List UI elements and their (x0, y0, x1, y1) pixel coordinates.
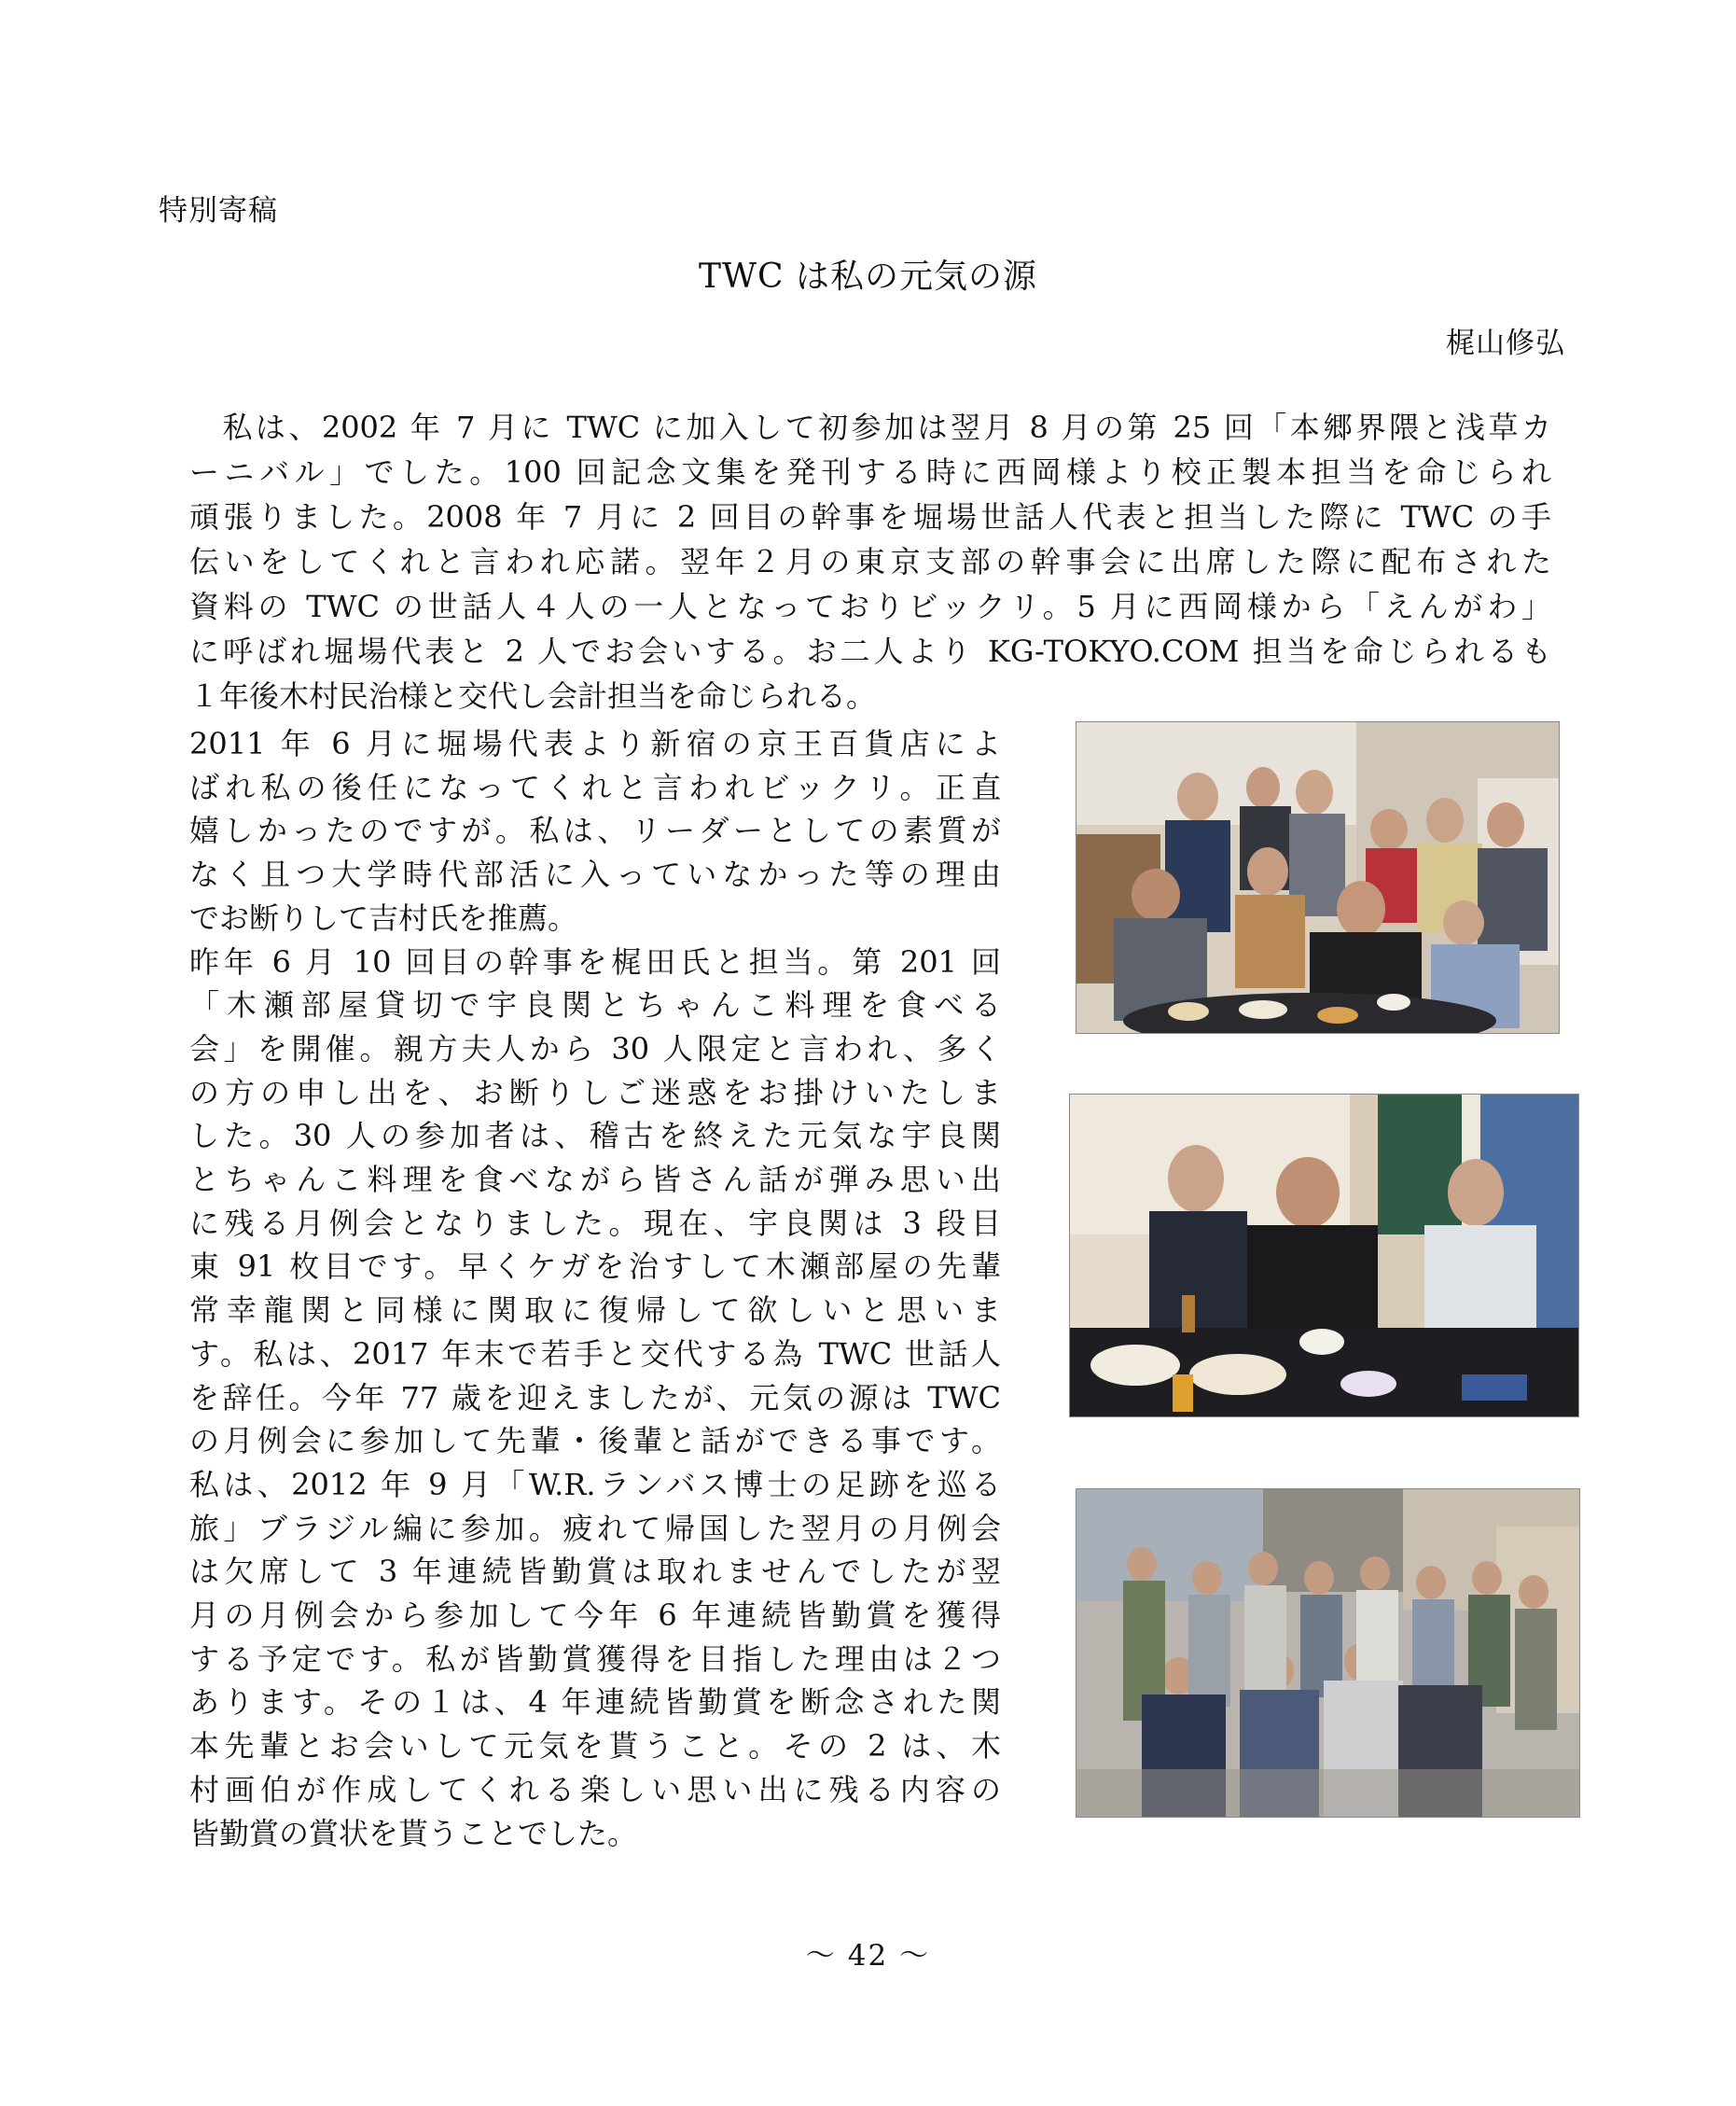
body-line: 嬉しかったのですが。私は、リーダーとしての素質が (189, 813, 1001, 849)
group-photo-3 (1076, 1488, 1580, 1818)
intro-line: 伝いをしてくれと言われ応諾。翌年２月の東京支部の幹事会に出席した際に配布された (189, 544, 1551, 579)
group-photo-1 (1076, 721, 1560, 1034)
section-label: 特別寄稿 (159, 194, 278, 228)
body-line: 東 91 枚目です。早くケガを治すして木瀬部屋の先輩 (189, 1248, 1001, 1285)
intro-line: に呼ばれ堀場代表と 2 人でお会いする。お二人より KG-TOKYO.COM 担当を命じられるも (189, 634, 1551, 669)
body-line: を辞任。今年 77 歳を迎えましたが、元気の源は TWC (189, 1379, 1001, 1416)
intro-line: 頑張りました。2008 年 7 月に 2 回目の幹事を堀場世話人代表と担当した際に TWC の手 (189, 499, 1551, 535)
body-line: の月例会に参加して先輩・後輩と話ができる事です。 (189, 1423, 1001, 1459)
intro-line: １年後木村民治様と交代し会計担当を命じられる。 (189, 678, 877, 714)
body-line: 「木瀬部屋貸切で宇良関とちゃんこ料理を食べる (189, 987, 1001, 1024)
body-line: なく且つ大学時代部活に入っていなかった等の理由 (189, 857, 1001, 893)
intro-line: 私は、2002 年 7 月に TWC に加入して初参加は翌月 8 月の第 25 回「本郷界隈と浅草カ (189, 410, 1551, 445)
body-line: 常幸龍関と同様に関取に復帰して欲しいと思いま (189, 1292, 1001, 1329)
body-line: する予定です。私が皆勤賞獲得を目指した理由は２つ (189, 1640, 1001, 1677)
intro-paragraph (189, 405, 1551, 718)
body-line: に残る月例会となりました。現在、宇良関は 3 段目 (189, 1205, 1001, 1241)
group-photo-2 (1069, 1094, 1579, 1417)
body-line: 会」を開催。親方夫人から 30 人限定と言われ、多く (189, 1030, 1001, 1067)
body-line: 本先輩とお会いして元気を貰うこと。その 2 は、木 (189, 1728, 1001, 1764)
body-line: あります。その１は、4 年連続皆勤賞を断念された関 (189, 1684, 1001, 1721)
body-column (189, 722, 1001, 1855)
intro-line: 資料の TWC の世話人４人の一人となっておりビックリ。5 月に西岡様から「えんがわ」 (189, 589, 1551, 624)
body-line: 私は、2012 年 9 月「W.R.ランバス博士の足跡を巡る (189, 1466, 1001, 1502)
body-line: ばれ私の後任になってくれと言われビックリ。正直 (189, 769, 1001, 805)
body-line: は欠席して 3 年連続皆勤賞は取れませんでしたが翌 (189, 1554, 1001, 1590)
body-line: 昨年 6 月 10 回目の幹事を梶田氏と担当。第 201 回 (189, 943, 1001, 980)
body-line: でお断りして吉村氏を推薦。 (189, 900, 578, 936)
body-line: 2011 年 6 月に堀場代表より新宿の京王百貨店によ (189, 726, 1001, 761)
article-title: TWC は私の元気の源 (698, 258, 1037, 296)
body-line: とちゃんこ料理を食べながら皆さん話が弾み思い出 (189, 1162, 1001, 1198)
body-line: した。30 人の参加者は、稽古を終えた元気な宇良関 (189, 1118, 1001, 1154)
page-number: ～ 42 ～ (805, 1939, 931, 1973)
body-line: す。私は、2017 年末で若手と交代する為 TWC 世話人 (189, 1335, 1001, 1372)
body-line: 皆勤賞の賞状を貰うことでした。 (189, 1815, 638, 1851)
body-line: の方の申し出を、お断りしご迷惑をお掛けいたしま (189, 1074, 1001, 1110)
intro-line: ーニバル」でした。100 回記念文集を発刊する時に西岡様より校正製本担当を命じられ (189, 454, 1551, 490)
author-name: 梶山修弘 (1446, 327, 1565, 360)
body-line: 旅」ブラジル編に参加。疲れて帰国した翌月の月例会 (189, 1510, 1001, 1546)
body-line: 月の月例会から参加して今年 6 年連続皆勤賞を獲得 (189, 1597, 1001, 1634)
body-line: 村画伯が作成してくれる楽しい思い出に残る内容の (189, 1771, 1001, 1807)
